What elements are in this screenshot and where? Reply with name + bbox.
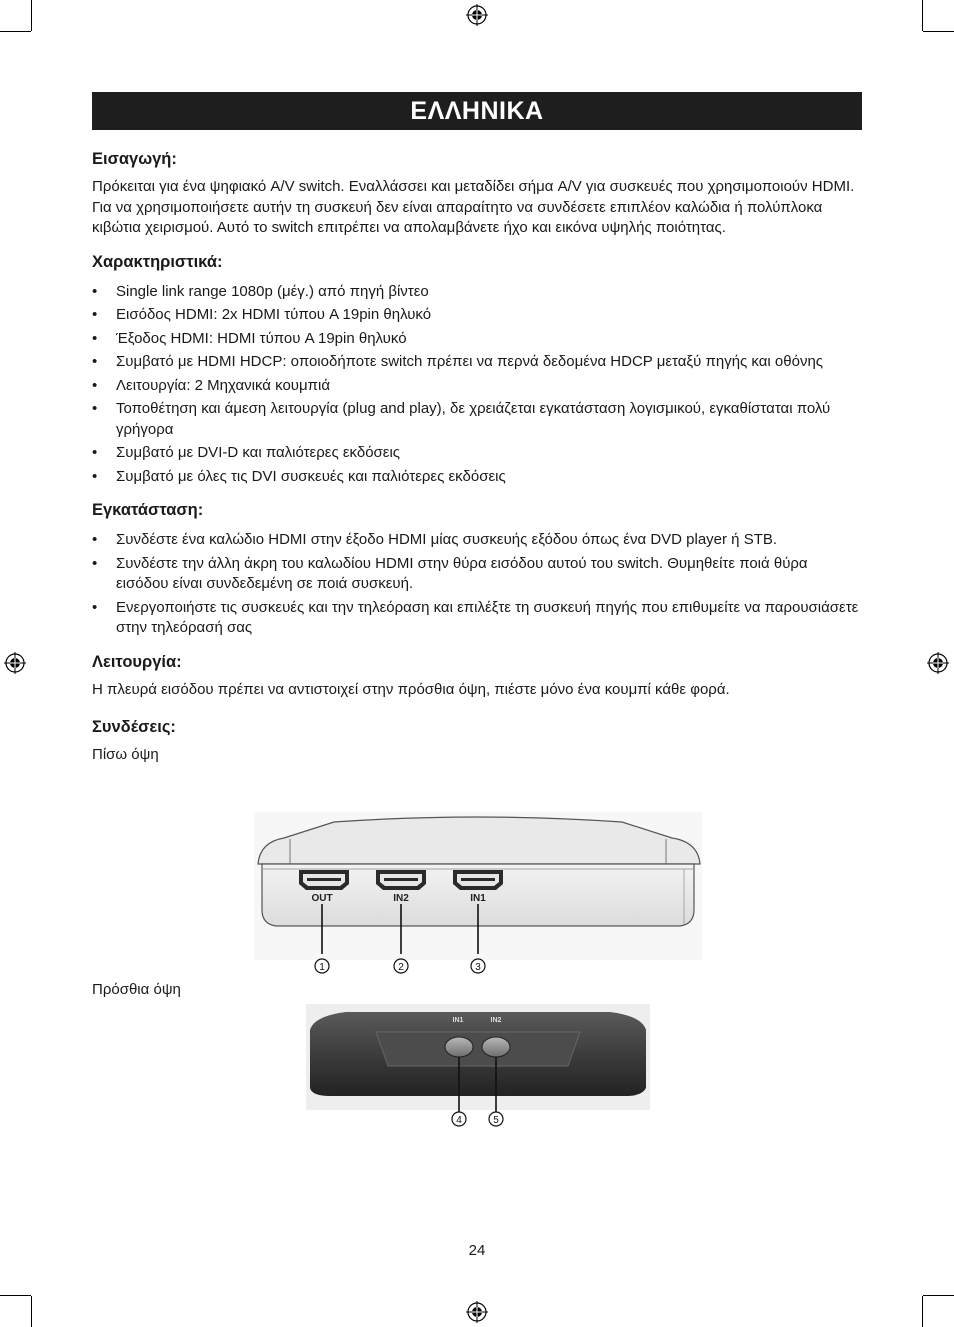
list-item: • Συμβατό με όλες τις DVI συσκευές και παλιότερες εκδόσεις (92, 467, 862, 488)
operation-section (92, 653, 862, 701)
callout-5: 5 (493, 1115, 499, 1126)
back-view-figure (254, 812, 702, 977)
hdmi-port-out (299, 870, 349, 890)
list-item: • Συμβατό με HDMI HDCP: οποιοδήποτε switch πρέπει να περνά δεδομένα HDCP μεταξύ πηγής και οθόνης (92, 352, 862, 373)
list-item: • Ενεργοποιήστε τις συσκευές και την τηλεόραση και επιλέξτε τη συσκευή πηγής που επιθυμείτε να παρουσιάσετε στην τηλεόρασή σας (92, 598, 862, 639)
list-item: • Τοποθέτηση και άμεση λειτουργία (plug and play), δε χρειάζεται εγκατάσταση λογισμικού, εγκαθίσταται πολύ γρήγορα (92, 399, 862, 440)
main-content (92, 138, 862, 766)
installation-section (92, 501, 862, 639)
crop-mark (922, 1296, 923, 1327)
port-label-out: OUT (311, 893, 333, 904)
crop-mark (923, 31, 954, 32)
callout-3: 3 (475, 962, 481, 973)
in2-button[interactable] (482, 1037, 510, 1057)
front-view-figure (306, 1004, 650, 1128)
language-banner: ΕΛΛΗΝΙΚΑ (92, 92, 862, 130)
list-item: • Συνδέστε ένα καλώδιο HDMI στην έξοδο HDMI μίας συσκευής εξόδου όπως ένα DVD player ή STB. (92, 530, 862, 551)
operation-text: Η πλευρά εισόδου πρέπει να αντιστοιχεί στην πρόσθια όψη, πιέστε μόνο ένα κουμπί κάθε φορά. (92, 680, 730, 698)
list-item: • Single link range 1080p (μέγ.) από πηγή βίντεο (92, 282, 862, 303)
intro-text: Πρόκειται για ένα ψηφιακό A/V switch. Εναλλάσσει και μεταδίδει σήμα A/V για συσκευές που χρησιμοποιούν HDMI. Για να χρησιμοποιήσετε αυτήν τη συσκευή δεν είναι απαραίτητο να συνδέσετε επιπλέον καλώδια ή πολύπλοκα κιβώτια χειρισμού. Αυτό το switch επιτρέπει να απολαμβάνετε ήχο και εικόνα υψηλής ποιότητας. (92, 178, 855, 236)
registration-mark-icon (466, 4, 488, 26)
crop-mark (31, 1296, 32, 1327)
features-heading: Χαρακτηριστικά: (92, 252, 223, 271)
front-view-caption: Πρόσθια όψη (92, 981, 181, 998)
hdmi-port-in2 (376, 870, 426, 890)
crop-mark (0, 1295, 31, 1296)
list-item: • Λειτουργία: 2 Μηχανικά κουμπιά (92, 376, 862, 397)
callout-2: 2 (398, 962, 404, 973)
installation-list (92, 530, 862, 639)
connections-heading: Συνδέσεις: (92, 718, 176, 736)
features-section (92, 253, 862, 488)
front-label-in2: IN2 (490, 1017, 502, 1024)
callout-4: 4 (456, 1115, 462, 1126)
callout-1: 1 (319, 962, 325, 973)
features-list (92, 282, 862, 488)
connections-section (92, 718, 862, 766)
intro-heading: Εισαγωγή: (92, 150, 177, 168)
page-number: 24 (468, 1242, 486, 1259)
intro-section (92, 150, 862, 239)
port-label-in1: IN1 (470, 893, 486, 904)
registration-mark-icon (466, 1301, 488, 1323)
crop-mark (0, 31, 31, 32)
list-item: • Συνδέστε την άλλη άκρη του καλωδίου HDMI στην θύρα εισόδου αυτού του switch. Θυμηθείτε ποιά θύρα εισόδου είναι συνδεδεμένη σε ποιά συσκευή. (92, 554, 862, 595)
port-label-in2: IN2 (393, 893, 409, 904)
hdmi-port-in1 (453, 870, 503, 890)
back-view-caption: Πίσω όψη (92, 746, 159, 763)
list-item: • Εισόδος HDMI: 2x HDMI τύπου A 19pin θηλυκό (92, 305, 862, 326)
list-item: • Έξοδος HDMI: HDMI τύπου A 19pin θηλυκό (92, 329, 862, 350)
front-label-in1: IN1 (452, 1017, 464, 1024)
registration-mark-icon (927, 652, 949, 674)
crop-mark (922, 0, 923, 31)
in1-button[interactable] (445, 1037, 473, 1057)
crop-mark (31, 0, 32, 31)
installation-heading: Εγκατάσταση: (92, 501, 204, 519)
list-item: • Συμβατό με DVI-D και παλιότερες εκδόσεις (92, 443, 862, 464)
crop-mark (923, 1295, 954, 1296)
operation-heading: Λειτουργία: (92, 652, 182, 671)
registration-mark-icon (4, 652, 26, 674)
